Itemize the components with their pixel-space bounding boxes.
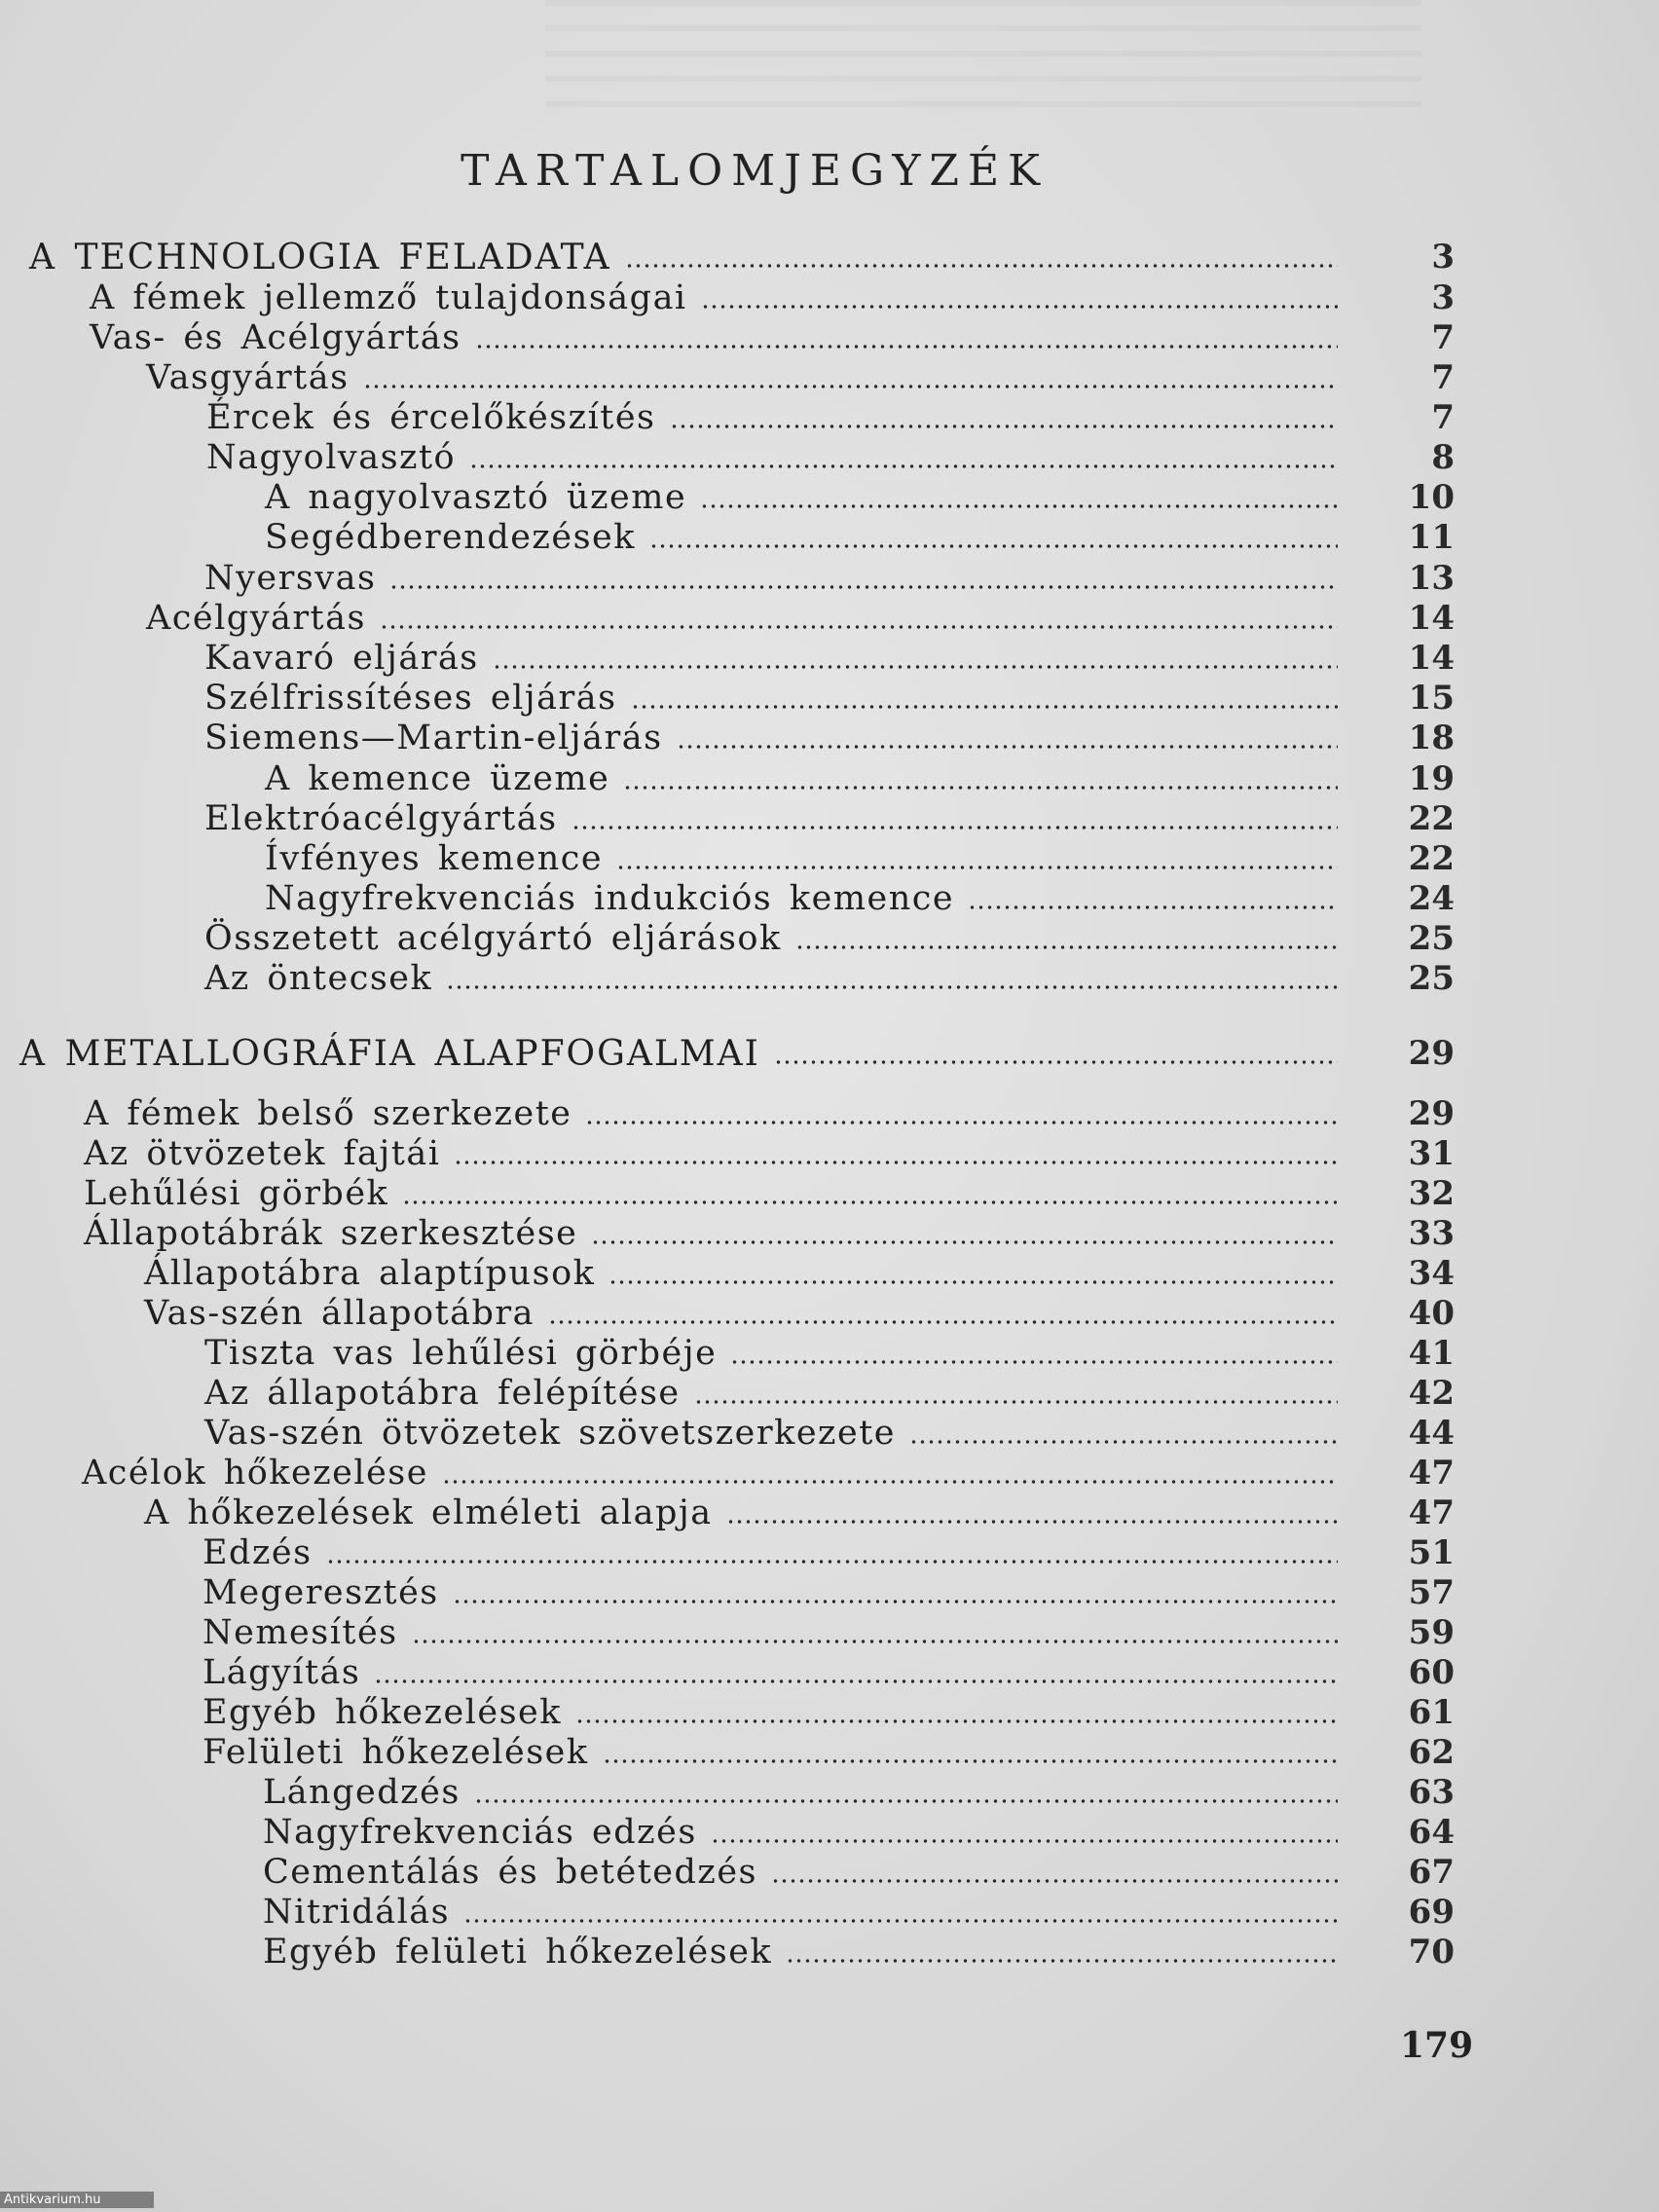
toc-page: 51 xyxy=(1408,1533,1455,1572)
toc-entry: Egyéb hőkezelések xyxy=(203,1693,1338,1733)
toc-entry: Az állapotábra felépítése xyxy=(204,1374,1338,1414)
toc-page: 32 xyxy=(1408,1174,1455,1213)
toc-entry: A METALLOGRÁFIA ALAPFOGALMAI xyxy=(19,1034,1338,1074)
toc-entry: A fémek jellemző tulajdonságai xyxy=(90,278,1338,318)
toc-page: 69 xyxy=(1408,1893,1455,1932)
toc-page: 70 xyxy=(1408,1933,1455,1972)
toc-page: 22 xyxy=(1408,839,1455,878)
toc-page: 60 xyxy=(1408,1653,1455,1692)
toc-entry: Cementálás és betétedzés xyxy=(263,1853,1338,1893)
toc-page: 11 xyxy=(1408,518,1455,557)
toc-page: 40 xyxy=(1408,1294,1455,1333)
toc-entry: Állapotábrák szerkesztése xyxy=(84,1214,1338,1254)
toc-entry: Vas-szén ötvözetek szövetszerkezete xyxy=(204,1414,1338,1454)
toc-entry: Összetett acélgyártó eljárások xyxy=(204,919,1338,959)
toc-page: 13 xyxy=(1408,559,1455,598)
toc-entry: A nagyolvasztó üzeme xyxy=(265,478,1338,518)
toc-entry: Acélok hőkezelése xyxy=(82,1454,1338,1493)
toc-page: 62 xyxy=(1408,1733,1455,1772)
toc-page: 61 xyxy=(1408,1693,1455,1732)
toc-entry: Állapotábra alaptípusok xyxy=(144,1254,1338,1294)
toc-entry: Felületi hőkezelések xyxy=(203,1733,1338,1773)
toc-page: 22 xyxy=(1408,799,1455,838)
toc-entry: Elektróacélgyártás xyxy=(204,799,1338,839)
toc-page: 63 xyxy=(1408,1773,1455,1812)
toc-page: 7 xyxy=(1431,398,1455,437)
toc-entry: Ívfényes kemence xyxy=(265,839,1338,879)
toc-page: 42 xyxy=(1408,1374,1455,1413)
toc-page: 25 xyxy=(1408,959,1455,998)
toc-page: 3 xyxy=(1431,278,1455,317)
toc-page: 10 xyxy=(1408,478,1455,517)
toc-page: 19 xyxy=(1408,759,1455,798)
toc-entry: Lágyítás xyxy=(203,1653,1338,1693)
watermark: Antikvarium.hu xyxy=(0,2192,154,2208)
toc-page: 7 xyxy=(1431,318,1455,357)
toc-entry: Vas-szén állapotábra xyxy=(144,1294,1338,1334)
toc-page: 18 xyxy=(1408,719,1455,757)
toc-entry: Acélgyártás xyxy=(146,599,1338,639)
toc-entry: Lángedzés xyxy=(263,1773,1338,1813)
toc-page: 47 xyxy=(1408,1454,1455,1493)
toc-page: 29 xyxy=(1408,1034,1455,1073)
toc-page: 59 xyxy=(1408,1613,1455,1652)
toc-page: 14 xyxy=(1408,639,1455,678)
toc-entry: A fémek belső szerkezete xyxy=(84,1094,1338,1134)
toc-page: 25 xyxy=(1408,919,1455,958)
toc-entry: Nagyolvasztó xyxy=(206,438,1338,478)
toc-entry: A hőkezelések elméleti alapja xyxy=(144,1493,1338,1533)
toc-page: 57 xyxy=(1408,1573,1455,1612)
toc-page: 64 xyxy=(1408,1813,1455,1852)
toc-entry: Lehűlési görbék xyxy=(84,1174,1338,1214)
toc-entry: Siemens—Martin-eljárás xyxy=(204,719,1338,758)
toc-entry: A TECHNOLOGIA FELADATA xyxy=(29,238,1338,277)
toc-page: 67 xyxy=(1408,1853,1455,1892)
toc-entry: Szélfrissítéses eljárás xyxy=(204,679,1338,719)
toc-page: 3 xyxy=(1431,238,1455,276)
toc-entry: Vas- és Acélgyártás xyxy=(90,318,1338,358)
toc-entry: Nemesítés xyxy=(203,1613,1338,1653)
toc-page: 33 xyxy=(1408,1214,1455,1253)
toc-page: 14 xyxy=(1408,599,1455,638)
toc-page: 8 xyxy=(1431,438,1455,477)
toc-page: 15 xyxy=(1408,679,1455,718)
toc-page: 7 xyxy=(1431,358,1455,397)
toc-page: 47 xyxy=(1408,1493,1455,1532)
bleed-through-text xyxy=(545,0,1421,117)
toc-entry: Megeresztés xyxy=(203,1573,1338,1613)
toc-entry: Ércek és ércelőkészítés xyxy=(206,398,1338,438)
toc-page: 31 xyxy=(1408,1134,1455,1173)
toc-entry: Nagyfrekvenciás indukciós kemence xyxy=(265,879,1338,919)
toc-entry: Az ötvözetek fajtái xyxy=(84,1134,1338,1174)
toc-entry: Nagyfrekvenciás edzés xyxy=(263,1813,1338,1853)
page-number: 179 xyxy=(1400,2025,1474,2066)
toc-entry: Nyersvas xyxy=(204,559,1338,599)
toc-entry: Vasgyártás xyxy=(146,358,1338,398)
toc-page: 41 xyxy=(1408,1334,1455,1373)
toc-entry: A kemence üzeme xyxy=(265,759,1338,799)
toc-entry: Kavaró eljárás xyxy=(204,639,1338,679)
toc-entry: Segédberendezések xyxy=(265,518,1338,558)
toc-entry: Az öntecsek xyxy=(204,959,1338,999)
toc-page: 29 xyxy=(1408,1094,1455,1133)
toc-entry: Egyéb felületi hőkezelések xyxy=(263,1933,1338,1972)
toc-page: 44 xyxy=(1408,1414,1455,1453)
toc-entry: Edzés xyxy=(203,1533,1338,1573)
toc-page: 34 xyxy=(1408,1254,1455,1293)
page-title: TARTALOMJEGYZÉK xyxy=(461,146,1049,196)
toc-entry: Nitridálás xyxy=(263,1893,1338,1933)
toc-entry: Tiszta vas lehűlési görbéje xyxy=(204,1334,1338,1374)
toc-page: 24 xyxy=(1408,879,1455,918)
